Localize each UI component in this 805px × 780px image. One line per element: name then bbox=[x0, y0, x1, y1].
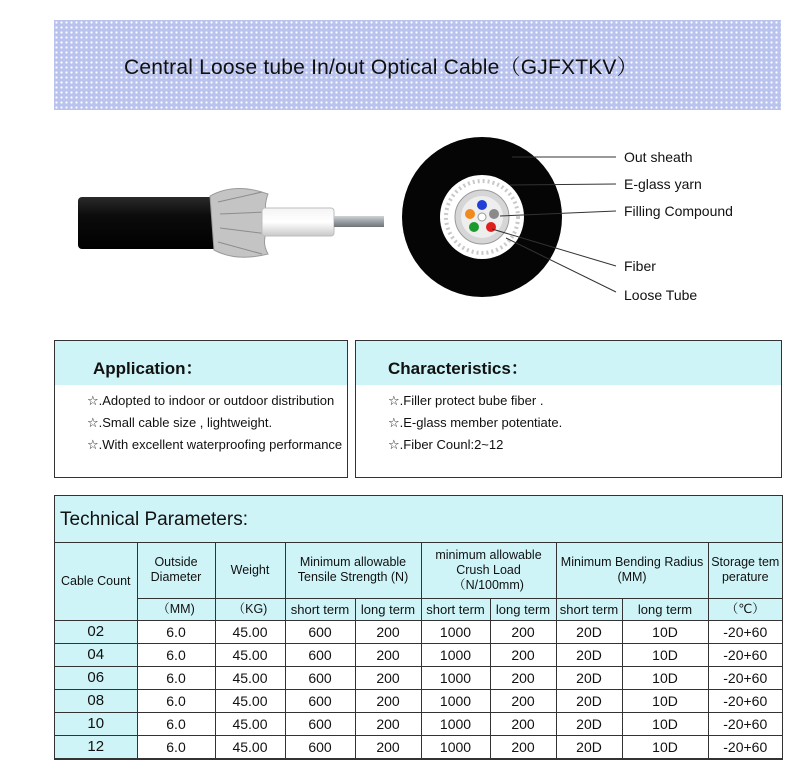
cell-temperature: -20+60 bbox=[708, 712, 782, 735]
list-item: ☆.E-glass member potentiate. bbox=[388, 415, 563, 430]
cell-bend-short: 20D bbox=[556, 620, 622, 643]
cell-bend-long: 10D bbox=[622, 735, 708, 758]
sub-tensile-long: long term bbox=[355, 598, 421, 620]
cell-bend-short: 20D bbox=[556, 712, 622, 735]
sub-bend-long: long term bbox=[622, 598, 708, 620]
list-item: ☆.Small cable size , lightweight. bbox=[87, 415, 273, 430]
list-item: ☆.Filler protect bube fiber . bbox=[388, 393, 544, 408]
cable-side-view bbox=[78, 188, 384, 257]
cell-tensile-short: 600 bbox=[285, 643, 355, 666]
cell-tensile-long: 200 bbox=[355, 666, 421, 689]
technical-parameters-panel bbox=[54, 495, 783, 760]
cable-cross-section bbox=[402, 137, 562, 297]
cell-count: 04 bbox=[55, 643, 137, 666]
unit-diameter: （MM) bbox=[137, 598, 215, 620]
loose-tube-side bbox=[262, 208, 334, 236]
cell-tensile-short: 600 bbox=[285, 689, 355, 712]
cell-diameter: 6.0 bbox=[137, 712, 215, 735]
header-tensile-strength: Minimum allowable Tensile Strength (N) bbox=[285, 543, 421, 598]
cell-diameter: 6.0 bbox=[137, 666, 215, 689]
cell-weight: 45.00 bbox=[215, 689, 285, 712]
table-body bbox=[55, 620, 782, 758]
header-storage-temperature: Storage temperature bbox=[708, 543, 782, 598]
cell-bend-long: 10D bbox=[622, 643, 708, 666]
application-title: Application： bbox=[93, 359, 203, 378]
cable-illustration bbox=[0, 130, 805, 320]
header-weight: Weight bbox=[215, 543, 285, 598]
technical-parameters-title: Technical Parameters: bbox=[60, 509, 248, 530]
sub-tensile-short: short term bbox=[285, 598, 355, 620]
application-header bbox=[55, 341, 347, 385]
application-panel bbox=[54, 340, 348, 478]
technical-parameters-header bbox=[55, 496, 782, 543]
cell-tensile-short: 600 bbox=[285, 735, 355, 758]
cell-count: 12 bbox=[55, 735, 137, 758]
table-row bbox=[55, 735, 782, 758]
cell-tensile-long: 200 bbox=[355, 735, 421, 758]
header-crush-load: minimum allowable Crush Load （N/100mm) bbox=[421, 543, 556, 598]
cell-bend-long: 10D bbox=[622, 712, 708, 735]
cell-crush-short: 1000 bbox=[421, 735, 490, 758]
header-cable-count: Cable Count bbox=[55, 543, 137, 620]
cell-weight: 45.00 bbox=[215, 620, 285, 643]
label-fiber: Fiber bbox=[624, 258, 656, 274]
cable-jacket bbox=[78, 197, 220, 249]
list-item: ☆.Adopted to indoor or outdoor distribution bbox=[87, 393, 335, 408]
cell-tensile-long: 200 bbox=[355, 689, 421, 712]
cell-crush-short: 1000 bbox=[421, 689, 490, 712]
cell-tensile-long: 200 bbox=[355, 712, 421, 735]
header-bending-radius: Minimum Bending Radius (MM) bbox=[556, 543, 708, 598]
cell-diameter: 6.0 bbox=[137, 735, 215, 758]
cell-count: 08 bbox=[55, 689, 137, 712]
cell-diameter: 6.0 bbox=[137, 620, 215, 643]
e-glass-yarn-fan bbox=[210, 188, 270, 257]
fiber-core-side bbox=[334, 216, 384, 227]
cell-temperature: -20+60 bbox=[708, 666, 782, 689]
characteristics-header bbox=[356, 341, 781, 385]
table-row bbox=[55, 666, 782, 689]
fiber-orange bbox=[465, 209, 475, 219]
cell-bend-long: 10D bbox=[622, 689, 708, 712]
label-out-sheath: Out sheath bbox=[624, 149, 693, 165]
label-e-glass-yarn: E-glass yarn bbox=[624, 176, 702, 192]
cell-crush-long: 200 bbox=[490, 643, 556, 666]
sub-crush-short: short term bbox=[421, 598, 490, 620]
title-banner bbox=[54, 20, 781, 110]
cell-tensile-short: 600 bbox=[285, 712, 355, 735]
cell-count: 02 bbox=[55, 620, 137, 643]
label-filling-compound: Filling Compound bbox=[624, 203, 733, 219]
header-outside-diameter: Outside Diameter bbox=[137, 543, 215, 598]
cell-bend-short: 20D bbox=[556, 643, 622, 666]
fiber-white bbox=[478, 213, 486, 221]
characteristics-title: Characteristics： bbox=[388, 359, 528, 378]
application-list bbox=[87, 390, 345, 456]
cell-tensile-short: 600 bbox=[285, 666, 355, 689]
table-row bbox=[55, 712, 782, 735]
cell-crush-short: 1000 bbox=[421, 620, 490, 643]
fiber-green bbox=[469, 222, 479, 232]
cell-tensile-short: 600 bbox=[285, 620, 355, 643]
characteristics-panel bbox=[355, 340, 782, 478]
cell-crush-short: 1000 bbox=[421, 666, 490, 689]
list-item: ☆.With excellent waterproofing performance bbox=[87, 437, 343, 452]
cell-count: 06 bbox=[55, 666, 137, 689]
cell-bend-long: 10D bbox=[622, 666, 708, 689]
cell-temperature: -20+60 bbox=[708, 620, 782, 643]
cell-crush-long: 200 bbox=[490, 666, 556, 689]
cell-crush-short: 1000 bbox=[421, 712, 490, 735]
unit-weight: （KG) bbox=[215, 598, 285, 620]
cell-count: 10 bbox=[55, 712, 137, 735]
cell-crush-long: 200 bbox=[490, 689, 556, 712]
cell-bend-long: 10D bbox=[622, 620, 708, 643]
cell-bend-short: 20D bbox=[556, 735, 622, 758]
cell-tensile-long: 200 bbox=[355, 620, 421, 643]
unit-storage: （℃） bbox=[708, 598, 782, 620]
list-item: ☆.Fiber Counl:2~12 bbox=[388, 437, 504, 452]
table-row bbox=[55, 689, 782, 712]
page-title: Central Loose tube In/out Optical Cable（GJFXTKV） bbox=[124, 56, 638, 79]
parameters-table bbox=[55, 543, 782, 759]
cell-bend-short: 20D bbox=[556, 689, 622, 712]
characteristics-list bbox=[388, 390, 562, 456]
cell-weight: 45.00 bbox=[215, 735, 285, 758]
label-loose-tube: Loose Tube bbox=[624, 287, 698, 303]
fiber-red bbox=[486, 222, 496, 232]
cell-temperature: -20+60 bbox=[708, 643, 782, 666]
sub-bend-short: short term bbox=[556, 598, 622, 620]
cell-diameter: 6.0 bbox=[137, 643, 215, 666]
cell-bend-short: 20D bbox=[556, 666, 622, 689]
cell-tensile-long: 200 bbox=[355, 643, 421, 666]
cell-crush-short: 1000 bbox=[421, 643, 490, 666]
cell-crush-long: 200 bbox=[490, 712, 556, 735]
table-row bbox=[55, 620, 782, 643]
fiber-grey bbox=[489, 209, 499, 219]
fiber-blue bbox=[477, 200, 487, 210]
cell-crush-long: 200 bbox=[490, 735, 556, 758]
cell-weight: 45.00 bbox=[215, 643, 285, 666]
cell-crush-long: 200 bbox=[490, 620, 556, 643]
cell-temperature: -20+60 bbox=[708, 735, 782, 758]
cell-weight: 45.00 bbox=[215, 666, 285, 689]
cell-diameter: 6.0 bbox=[137, 689, 215, 712]
cell-temperature: -20+60 bbox=[708, 689, 782, 712]
cell-weight: 45.00 bbox=[215, 712, 285, 735]
table-row bbox=[55, 643, 782, 666]
sub-crush-long: long term bbox=[490, 598, 556, 620]
